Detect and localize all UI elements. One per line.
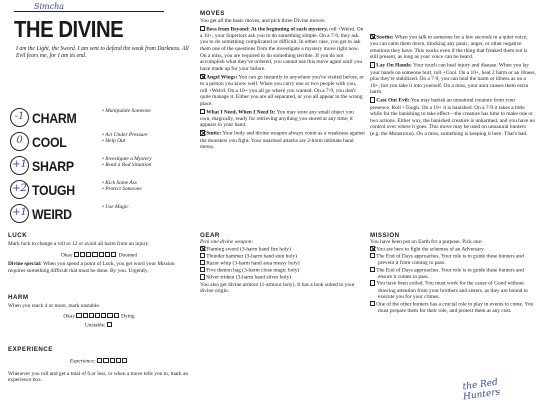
move-text: Your body and divine weapon always count as a weakness against the monsters you fight. Your unarmed attacks are 2-harm intimate hand messy. <box>200 131 365 151</box>
move-title: Lay On Hands: <box>376 62 412 69</box>
moves-list-second <box>370 34 536 137</box>
playbook-title: THE DIVINE <box>14 16 124 42</box>
move-item <box>200 109 365 129</box>
move-title: Boss from Beyond: At the beginning of each mystery, <box>206 26 328 33</box>
harm-heading: HARM <box>8 294 29 301</box>
luck-section <box>8 232 190 274</box>
stat-value-circle[interactable] <box>10 180 29 199</box>
gear-option-text: Flaming sword (3-harm hand fire holy) <box>206 246 291 253</box>
stat-move: • Kick Some Ass <box>102 180 192 186</box>
move-item <box>200 130 365 150</box>
gear-option-text: Thunder hammer (3-harm hand stun holy) <box>206 253 298 260</box>
moves-heading: MOVES <box>200 10 225 17</box>
move-title: Smite: <box>206 131 222 138</box>
stat-value: +1 <box>12 159 27 170</box>
luck-box[interactable] <box>86 252 91 257</box>
luck-box[interactable] <box>105 252 110 257</box>
stat-name: COOL <box>32 134 67 150</box>
move-checkbox[interactable] <box>370 97 375 102</box>
stat-value: 0 <box>16 135 23 146</box>
gear-option-checkbox[interactable] <box>200 253 205 258</box>
harm-text: When you reach 4 or more, mark unstable. <box>8 303 101 309</box>
stat-weird <box>10 204 192 228</box>
stat-name: CHARM <box>32 110 77 126</box>
divine-special-label: Divine special: <box>8 261 42 268</box>
mission-intro: You have been put on Earth for a purpose. Pick one: <box>370 239 483 245</box>
gear-option <box>200 260 365 267</box>
experience-section <box>8 346 190 384</box>
move-text: roll +Weird. On a 10+, your Superiors ask you to do something simple. On a 7-9, they ask you to do something complicated or difficult. In either case, you get to ask them one of the questions from the investigate a mystery move right now. On a miss, you are required to do something terrible. If you do not accomplish what they've ordered, you cannot use this move again until you have made up for your failure. <box>200 26 364 72</box>
harm-box[interactable] <box>89 313 94 318</box>
gear-intro: Pick one divine weapon: <box>200 239 254 245</box>
mission-option-checkbox[interactable] <box>370 267 375 272</box>
mission-heading: MISSION <box>370 232 400 239</box>
move-checkbox[interactable] <box>370 62 375 67</box>
move-checkbox[interactable] <box>200 74 205 79</box>
stat-cool <box>10 132 192 156</box>
move-item <box>200 26 365 73</box>
stat-moves <box>102 156 192 169</box>
mission-options <box>370 246 536 315</box>
harm-section <box>8 294 190 329</box>
stat-move: • Protect Someone <box>102 186 192 192</box>
mission-option-text: The End of Days approaches. Your role is to guide these hunters and prevent it from coming to pass. <box>376 253 524 266</box>
name-line <box>14 11 164 12</box>
stat-value: -1 <box>14 111 25 122</box>
experience-box[interactable] <box>116 358 121 363</box>
mission-option-text: One of the other hunters has a crucial role to play in events to come. You must prepare them for their role, and protect them at any cost. <box>376 301 534 314</box>
stat-value-circle[interactable] <box>10 108 29 127</box>
unstable-label: Unstable: <box>84 322 106 329</box>
luck-text: Mark luck to change a roll to 12 or avoid all harm from an injury. <box>8 241 150 247</box>
move-title: Angel Wings: <box>206 74 238 81</box>
gear-option-checkbox[interactable] <box>200 246 205 251</box>
stat-move: • Use Magic <box>102 204 192 210</box>
gear-option <box>200 274 365 281</box>
move-text: When you talk to someone for a few seconds in a quiet voice, you can calm them down, blocking any panic, anger, or other negative emotions they have. This works even if the thing that freaked them out is still present, as long as your voice can be heard. <box>370 34 528 61</box>
mission-option <box>370 280 536 300</box>
stat-moves <box>102 180 192 193</box>
gear-option-checkbox[interactable] <box>200 274 205 279</box>
gear-option-text: Five demon bag (3-harm close magic holy) <box>206 267 300 274</box>
move-title: Soothe: <box>376 34 394 41</box>
stat-moves <box>102 204 192 210</box>
move-checkbox[interactable] <box>200 26 205 31</box>
harm-box[interactable] <box>83 313 88 318</box>
move-checkbox[interactable] <box>370 34 375 39</box>
move-checkbox[interactable] <box>200 109 205 114</box>
move-text: You can go instantly to anywhere you've visited before, or to a person you know well. When you carry one or two people with you, roll +Weird. On a 10+ you all go where you wanted. On a 7-9, you don't quite manage it. Either you are all separated, or you all appear in the wrong place. <box>200 74 365 107</box>
stat-sharp <box>10 156 192 180</box>
stat-charm <box>10 108 192 132</box>
stat-moves <box>102 132 192 145</box>
luck-box[interactable] <box>74 252 79 257</box>
stat-value: +1 <box>12 207 27 218</box>
moves-intro: You get all the basic moves, and pick three Divine moves: <box>200 18 326 24</box>
experience-label: Experience: <box>69 358 96 365</box>
gear-option <box>200 267 365 274</box>
luck-box[interactable] <box>111 252 116 257</box>
move-item <box>370 97 536 137</box>
stat-move: • Help Out <box>102 138 192 144</box>
gear-option-checkbox[interactable] <box>200 260 205 265</box>
stat-value-circle[interactable] <box>10 132 29 151</box>
stat-tough <box>10 180 192 204</box>
gear-option-checkbox[interactable] <box>200 267 205 272</box>
stat-value-circle[interactable] <box>10 156 29 175</box>
mission-option <box>370 267 536 281</box>
move-title: Cast Out Evil: <box>376 97 410 104</box>
experience-box[interactable] <box>103 358 108 363</box>
mission-option <box>370 253 536 267</box>
move-item <box>200 74 365 108</box>
stat-value: +2 <box>12 183 27 194</box>
moves-list-first <box>200 26 365 151</box>
gear-section <box>200 232 365 295</box>
mission-option-checkbox[interactable] <box>370 301 375 306</box>
handwritten-mission-note: the Red Hunters <box>462 377 501 403</box>
mission-option <box>370 301 536 315</box>
stat-name: SHARP <box>32 158 74 174</box>
playbook-tagline: I am the Light, the Sword. I am sent to defend the weak from Darkness. All Evil fears me, for I am its end. <box>16 46 189 59</box>
experience-box[interactable] <box>122 358 127 363</box>
move-item <box>370 62 536 96</box>
move-text: Your touch can heal injury and disease. When you lay your hands on someone hurt, roll +Cool. On a 10+, heal 2 harm or an illness, plus they're stabilized. On a 7-9, you can heal the harm or illness as on a 10+, but you take it into yourself. On a miss, your aura causes them extra harm. <box>370 62 536 96</box>
unstable-box[interactable] <box>107 322 112 327</box>
harm-box[interactable] <box>95 313 100 318</box>
luck-heading: LUCK <box>8 232 28 239</box>
stat-move: • Act Under Pressure <box>102 132 192 138</box>
luck-track-right: Doomed <box>118 252 138 259</box>
stat-move: • Investigate a Mystery <box>102 156 192 162</box>
move-item <box>370 34 536 61</box>
luck-track-left: Okay <box>60 252 73 259</box>
mission-option-checkbox[interactable] <box>370 253 375 258</box>
experience-track[interactable] <box>8 358 190 365</box>
luck-box[interactable] <box>99 252 104 257</box>
mission-option-checkbox[interactable] <box>370 280 375 285</box>
hunter-name-handwritten[interactable]: Simcha <box>34 2 65 11</box>
move-text: You may banish an unnatural creature from your presence. Roll +Tough. On a 10+ it is banished. On a 7-9 it takes a little while for the banishing to take effect—the creature has time to make one or two actions. Either way, the banished creature is unharmed, and you have no control over where it goes. This move may be used on unnatural hunters (e.g. the Monstrous). On a miss, something is keeping it here. That's bad. <box>370 97 536 137</box>
mission-option-text: The End of Days approaches. Your role is to guide these hunters and ensure it comes to pass. <box>376 267 524 280</box>
luck-track[interactable] <box>8 252 190 259</box>
stat-name: TOUGH <box>32 182 75 198</box>
stat-name: WEIRD <box>32 206 72 222</box>
luck-box[interactable] <box>80 252 85 257</box>
mission-option <box>370 246 536 253</box>
gear-footer: You also get divine armour (1-armour holy). It has a look suited to your divine origin. <box>200 281 355 295</box>
moves-column <box>200 10 365 295</box>
experience-box[interactable] <box>97 358 102 363</box>
harm-track[interactable] <box>8 313 190 320</box>
harm-box[interactable] <box>114 313 119 318</box>
divine-special <box>8 261 190 274</box>
mission-option-text: You are here to fight the schemes of an Adversary. <box>376 246 485 253</box>
moves-column-continued <box>370 34 536 403</box>
stat-value-circle[interactable] <box>10 204 29 223</box>
stat-moves <box>102 108 192 114</box>
move-checkbox[interactable] <box>200 130 205 135</box>
mission-option-text: You have been exiled. You must work for the cause of Good without drawing attention from your brothers and sisters, as they are bound to execute you for your crimes. <box>376 280 529 301</box>
divine-special-text: When you spend a point of Luck, you get word your Mission requires something difficult that must be done. By you. Urgently. <box>8 261 175 274</box>
gear-heading: GEAR <box>200 232 220 239</box>
mission-section <box>370 232 536 315</box>
gear-options <box>200 246 365 282</box>
experience-box[interactable] <box>110 358 115 363</box>
stat-move: • Read a Bad Situation <box>102 162 192 168</box>
gear-option <box>200 253 365 260</box>
harm-box[interactable] <box>76 313 81 318</box>
luck-box[interactable] <box>92 252 97 257</box>
mission-option-checkbox[interactable] <box>370 246 375 251</box>
harm-track-left: Okay <box>63 313 76 320</box>
stat-move: • Manipulate Someone <box>102 108 192 114</box>
move-title: What I Need, When I Need It: <box>206 109 276 116</box>
harm-box[interactable] <box>101 313 106 318</box>
gear-option-text: Silver trident (3-harm hand silver holy) <box>206 274 292 281</box>
unstable-track[interactable] <box>8 322 190 329</box>
harm-track-right: Dying <box>121 313 135 320</box>
harm-box[interactable] <box>107 313 112 318</box>
gear-option-text: Razor whip (3-harm hand area messy holy) <box>206 260 300 267</box>
experience-text: Whenever you roll and get a total of 6 or less, or when a move tells you to, mark an experience box. <box>8 370 189 384</box>
move-text: You may store any small object you own, magically, ready for retrieving anything you stored at any time; it appears in your hand. <box>200 109 354 129</box>
experience-heading: EXPERIENCE <box>8 346 53 353</box>
gear-option <box>200 246 365 253</box>
